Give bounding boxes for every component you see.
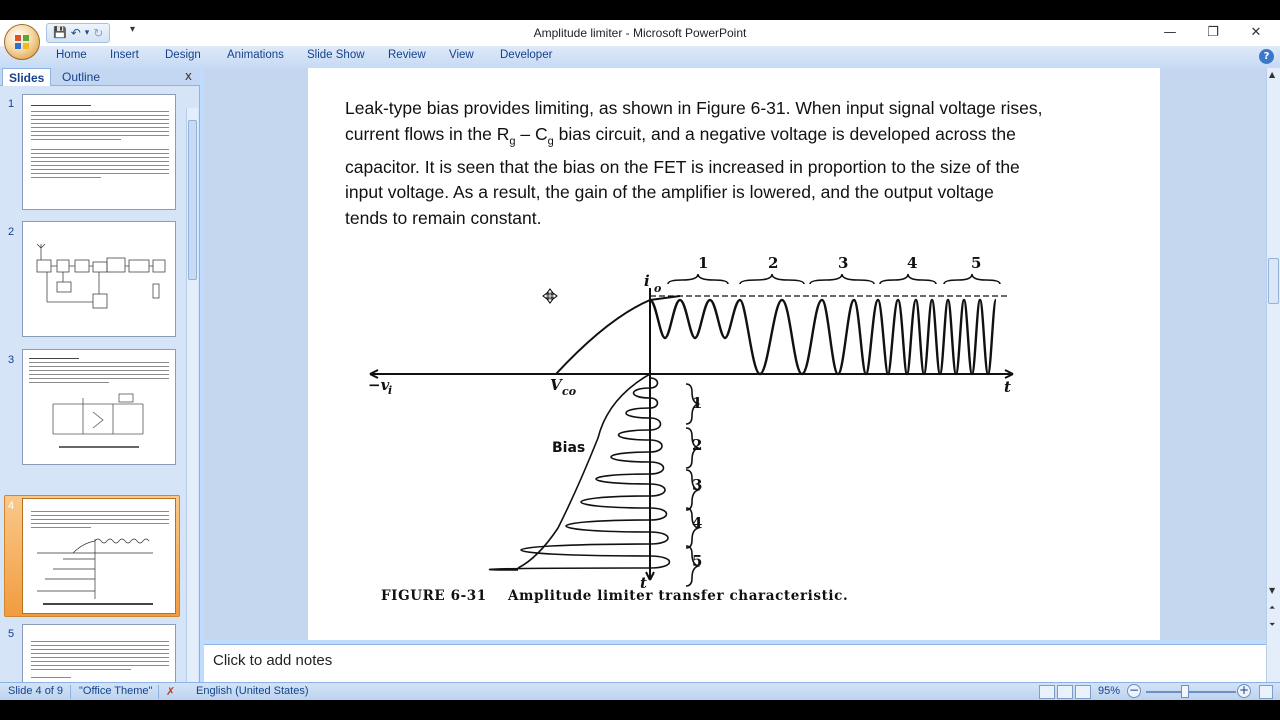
label-t-vertical: t — [640, 574, 647, 588]
scroll-down-icon[interactable]: ▼ — [1269, 586, 1276, 595]
ribbon-tabs — [0, 46, 1280, 68]
label-vi-sub: i — [388, 384, 393, 397]
slide-number: 3 — [8, 354, 15, 366]
title-bar — [0, 20, 1280, 46]
slide-show-view-button[interactable] — [1075, 685, 1091, 699]
move-cursor-icon — [543, 289, 557, 303]
redo-icon[interactable]: ↻ — [93, 26, 104, 40]
subscript: g — [547, 135, 554, 147]
slide-number: 1 — [8, 98, 15, 110]
notes-placeholder: Click to add notes — [213, 652, 333, 669]
save-icon[interactable]: 💾 — [53, 26, 67, 39]
text-span: bias circuit, and a negative voltage is developed across the — [553, 123, 1016, 144]
spelling-icon[interactable]: ✗ — [166, 686, 176, 698]
label-vco: V — [550, 376, 562, 394]
panel-scroll-thumb[interactable] — [188, 120, 197, 280]
tab-home[interactable]: Home — [56, 49, 87, 61]
tab-insert[interactable]: Insert — [110, 49, 139, 61]
fit-to-window-button[interactable] — [1259, 685, 1273, 699]
tab-slides[interactable]: Slides — [2, 68, 51, 86]
slide-thumbnail-1[interactable] — [22, 94, 176, 210]
status-bar — [0, 682, 1280, 700]
close-button[interactable]: ✕ — [1250, 25, 1262, 40]
label-io-sub: o — [654, 282, 662, 295]
close-panel-icon[interactable]: x — [184, 69, 192, 83]
top-group-5: 5 — [971, 254, 982, 272]
help-icon[interactable]: ? — [1259, 49, 1274, 64]
undo-icon[interactable]: ↶ — [70, 26, 81, 40]
slide-number: 2 — [8, 226, 15, 238]
panel-tabs — [0, 68, 200, 86]
slide-thumbnail-5[interactable] — [22, 624, 176, 684]
label-bias: Bias — [552, 440, 586, 456]
top-group-2: 2 — [768, 254, 779, 272]
tab-outline[interactable]: Outline — [62, 70, 101, 84]
previous-slide-icon[interactable]: ⏶ — [1269, 603, 1276, 612]
text-line: Leak-type bias provides limiting, as shown in Figure 6-31. When input signal voltage rises, — [345, 98, 1043, 118]
input-waveform — [490, 378, 670, 570]
scroll-up-icon[interactable]: ▲ — [1269, 70, 1276, 79]
side-group-3: 3 — [692, 476, 703, 494]
powerpoint-window — [0, 20, 1280, 700]
tab-review[interactable]: Review — [388, 49, 426, 61]
text-line — [345, 122, 1145, 155]
text-span: – C — [515, 123, 548, 144]
customize-qat-icon[interactable]: ▾ — [130, 24, 136, 35]
slides-panel — [0, 68, 200, 682]
bias-curve — [518, 374, 650, 568]
slide-body-text[interactable] — [345, 96, 1145, 231]
zoom-slider[interactable] — [1146, 691, 1236, 693]
zoom-out-button[interactable]: − — [1128, 683, 1140, 697]
editor-scroll-thumb[interactable] — [1268, 258, 1279, 304]
office-logo-icon — [14, 34, 30, 50]
label-io: i — [644, 272, 650, 290]
label-t-horizontal: t — [1004, 378, 1011, 396]
slide-thumbnail-4[interactable] — [22, 498, 176, 614]
panel-scrollbar[interactable] — [186, 108, 198, 682]
language[interactable]: English (United States) — [196, 685, 309, 697]
slide-editor — [204, 68, 1266, 640]
figure-transfer-characteristic — [308, 238, 1160, 588]
editor-scrollbar[interactable] — [1266, 68, 1280, 682]
text-line: tends to remain constant. — [345, 207, 542, 228]
top-group-4: 4 — [907, 254, 918, 272]
side-group-4: 4 — [692, 514, 703, 532]
block-diagram-thumb — [23, 222, 176, 337]
slide-sorter-view-button[interactable] — [1057, 685, 1073, 699]
side-group-2: 2 — [692, 436, 703, 454]
normal-view-button[interactable] — [1039, 685, 1055, 699]
output-waveform — [650, 300, 996, 374]
tab-design[interactable]: Design — [165, 49, 201, 61]
slide-info: Slide 4 of 9 — [8, 685, 64, 697]
label-vco-sub: co — [562, 385, 577, 398]
undo-dropdown-icon[interactable]: ▾ — [84, 28, 90, 38]
side-group-1: 1 — [692, 394, 703, 412]
circuit-thumb — [23, 350, 176, 465]
theme-name[interactable]: "Office Theme" — [79, 685, 153, 697]
notes-pane[interactable] — [204, 644, 1266, 682]
top-group-3: 3 — [838, 254, 849, 272]
text-line: input voltage. As a result, the gain of the amplifier is lowered, and the output voltage — [345, 182, 994, 202]
zoom-slider-handle[interactable] — [1181, 685, 1189, 698]
zoom-level[interactable]: 95% — [1098, 685, 1121, 697]
slide-canvas[interactable] — [308, 68, 1160, 640]
figure-caption: FIGURE 6-31 Amplitude limiter transfer characteristic. — [381, 588, 849, 604]
slide-thumbnail-2[interactable] — [22, 221, 176, 337]
side-group-5: 5 — [692, 552, 703, 570]
text-span: current flows in the R — [345, 123, 510, 144]
figure-thumb — [23, 499, 176, 614]
tab-view[interactable]: View — [449, 49, 474, 61]
maximize-button[interactable]: ❐ — [1207, 25, 1219, 40]
tab-developer[interactable]: Developer — [500, 49, 553, 61]
label-vi: −v — [368, 376, 390, 394]
text-line: capacitor. It is seen that the bias on the FET is increased in proportion to the size of the — [345, 156, 1020, 177]
window-title: Amplitude limiter - Microsoft PowerPoint — [533, 26, 747, 40]
subscript: g — [509, 135, 516, 147]
slide-thumbnail-3[interactable] — [22, 349, 176, 465]
zoom-in-button[interactable]: + — [1238, 683, 1250, 697]
office-button[interactable] — [4, 24, 40, 60]
top-group-1: 1 — [698, 254, 709, 272]
slide-number: 4 — [8, 500, 15, 512]
slide-number: 5 — [8, 628, 15, 640]
minimize-button[interactable]: — — [1163, 25, 1177, 40]
tab-animations[interactable]: Animations — [227, 49, 284, 61]
next-slide-icon[interactable]: ⏷ — [1269, 620, 1276, 629]
tab-slide-show[interactable]: Slide Show — [307, 49, 365, 61]
